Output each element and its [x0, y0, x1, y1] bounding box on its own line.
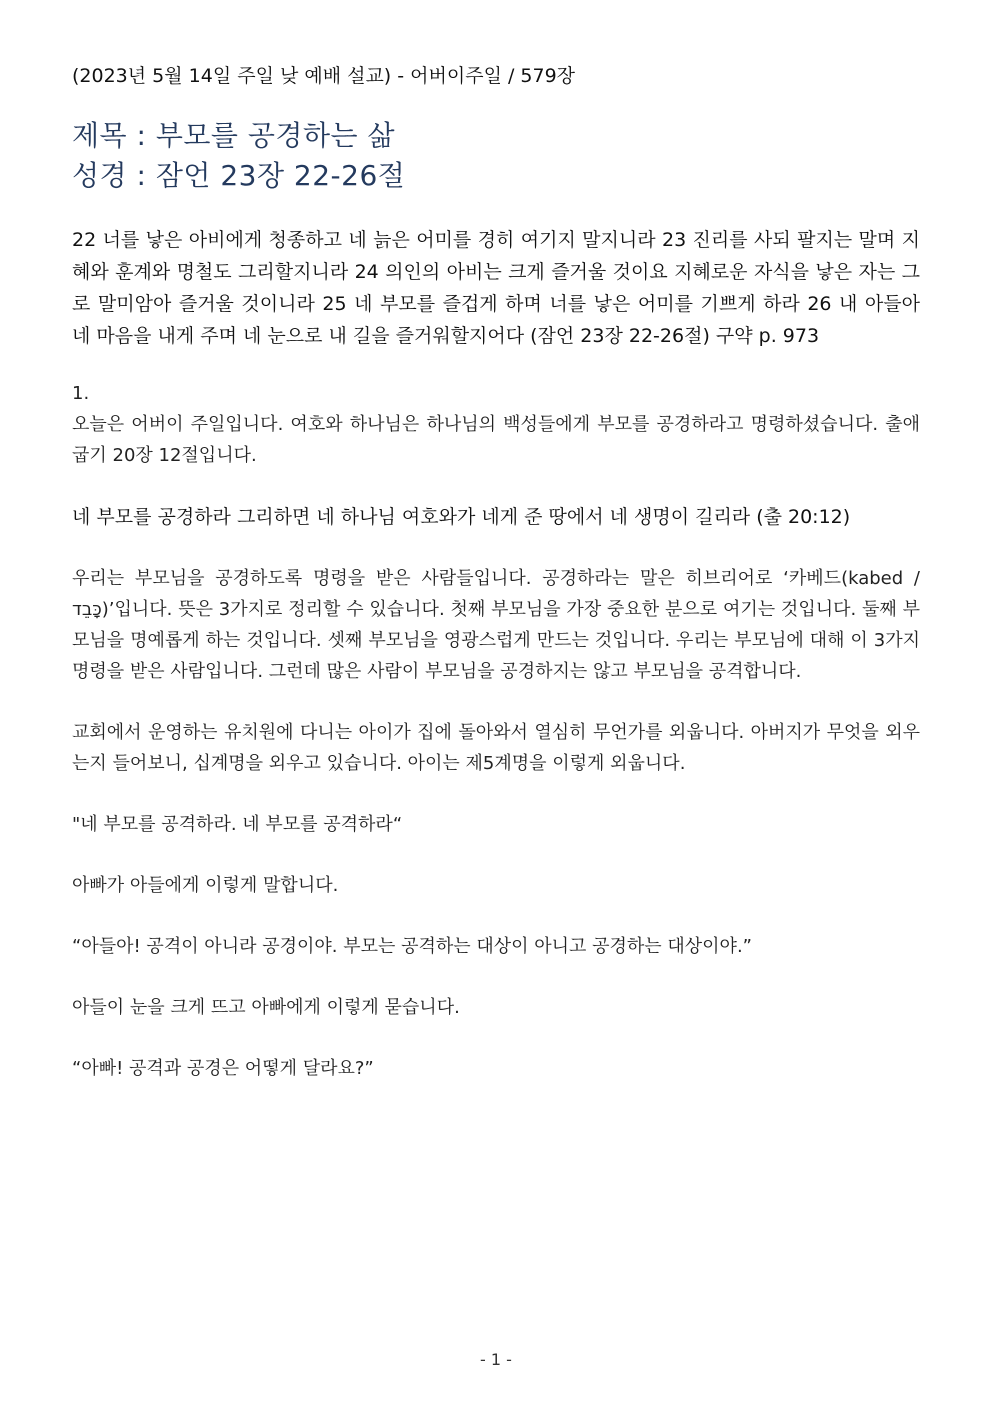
- paragraph-kabed: 우리는 부모님을 공경하도록 명령을 받은 사람들입니다. 공경하라는 말은 히브리어로 ‘카베드(kabed / כָּבֵד)’입니다. 뜻은 3가지로 정리할 수 있습니다. 첫째 부모님을 가장 중요한 분으로 여기는 것입니다. 둘째 부모님을 명예롭게 하는 것입니다. 셋째 부모님을 영광스럽게 만드는 것입니다. 우리는 부모님에 대해 이 3가지 명령을 받은 사람입니다. 그런데 많은 사람이 부모님을 공경하지는 않고 부모님을 공격합니다.: [72, 568, 920, 682]
- scripture-reference: 성경 : 잠언 23장 22-26절: [72, 159, 406, 192]
- son-quote: “아빠! 공격과 공경은 어떻게 달라요?”: [72, 1058, 374, 1079]
- document-page: [72, 62, 920, 1084]
- scripture-text: 22 너를 낳은 아비에게 청종하고 네 늙은 어미를 경히 여기지 말지니라 23 진리를 사되 팔지는 말며 지혜와 훈계와 명철도 그리할지니라 24 의인의 아비는 크게 즐거울 것이요 지혜로운 자식을 낳은 자는 그로 말미암아 즐거울 것이니라 25 네 부모를 즐겁게 하며 너를 낳은 어미를 기쁘게 하라 26 내 아들아 네 마음을 내게 주며 네 눈으로 내 길을 즐거워할지어다 (잠언 23장 22-26절) 구약 p. 973: [72, 229, 920, 347]
- sermon-header: (2023년 5월 14일 주일 낮 예배 설교) - 어버이주일 / 579장: [72, 65, 576, 87]
- sermon-title: 제목 : 부모를 공경하는 삶: [72, 119, 396, 152]
- dad-quote: “아들아! 공격이 아니라 공경이야. 부모는 공격하는 대상이 아니고 공경하는 대상이야.”: [72, 936, 752, 957]
- paragraph-1: 오늘은 어버이 주일입니다. 여호와 하나님은 하나님의 백성들에게 부모를 공경하라고 명령하셨습니다. 출애굽기 20장 12절입니다.: [72, 414, 920, 466]
- son-asks: 아들이 눈을 크게 뜨고 아빠에게 이렇게 묻습니다.: [72, 997, 460, 1018]
- title-block: [72, 116, 920, 196]
- exodus-quote: 네 부모를 공경하라 그리하면 네 하나님 여호와가 네게 준 땅에서 네 생명이 길리라 (출 20:12): [72, 506, 851, 528]
- dad-says: 아빠가 아들에게 이렇게 말합니다.: [72, 875, 339, 896]
- page-number: - 1 -: [480, 1350, 512, 1369]
- paragraph-kindergarten: 교회에서 운영하는 유치원에 다니는 아이가 집에 돌아와서 열심히 무언가를 외웁니다. 아버지가 무엇을 외우는지 들어보니, 십계명을 외우고 있습니다. 아이는 제5계명을 이렇게 외웁니다.: [72, 722, 920, 774]
- child-recitation: "네 부모를 공격하라. 네 부모를 공격하라“: [72, 814, 403, 835]
- section-number: 1.: [72, 383, 90, 404]
